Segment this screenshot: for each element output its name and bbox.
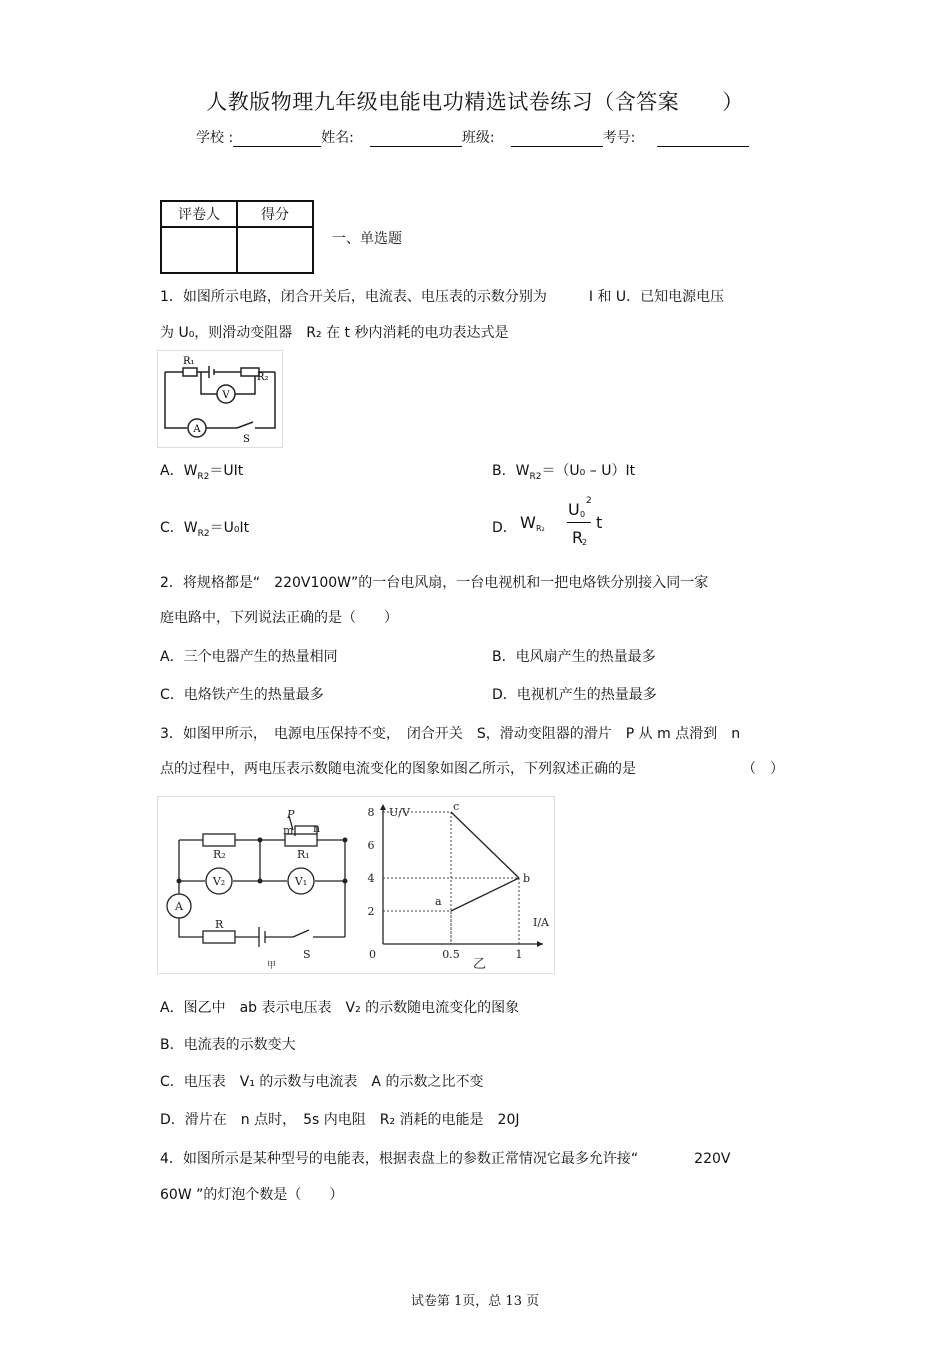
grader-cell[interactable] — [161, 227, 237, 273]
q3-option-d[interactable]: D．滑片在 n 点时， 5s 内电阻 R₂ 消耗的电能是 20J — [160, 1112, 520, 1128]
y-tick-label: 8 — [367, 806, 375, 819]
q3-option-c[interactable]: C．电压表 V₁ 的示数与电流表 A 的示数之比不变 — [160, 1074, 484, 1090]
y-tick-label: 6 — [367, 839, 375, 852]
grading-table — [160, 200, 314, 274]
q3-r1-label: R₁ — [297, 848, 310, 861]
q3-n-label: n — [313, 822, 321, 835]
q1-option-a[interactable]: A．$W_{R2}=UIt$ — [160, 463, 244, 482]
y-tick-label: 2 — [367, 905, 375, 918]
q3-m-label: m — [283, 824, 294, 837]
school-label: 学校 : — [196, 130, 234, 146]
q2-option-d[interactable]: D．电视机产生的热量最多 — [492, 687, 657, 703]
q3-option-a[interactable]: A．图乙中 ab 表示电压表 V₂ 的示数随电流变化的图象 — [160, 1000, 520, 1016]
student-info-line — [196, 127, 749, 147]
page-footer: 试卷第 1页，总 13 页 — [410, 1294, 540, 1309]
q3-option-b[interactable]: B．电流表的示数变大 — [160, 1037, 296, 1053]
q3-ammeter-label: A — [175, 900, 183, 913]
x-tick-label: 0 — [369, 948, 376, 961]
q3-line1: 3．如图甲所示， 电源电压保持不变， 闭合开关 S，滑动变阻器的滑片 P 从 m 点滑到 n — [160, 726, 741, 742]
y-axis-label: U/V — [389, 806, 410, 819]
q4-line1: 4．如图所示是某种型号的电能表，根据表盘上的参数正常情况它最多允许接“ 220V — [160, 1151, 731, 1167]
point-label-b: b — [523, 872, 531, 885]
point-label-c: c — [453, 800, 460, 813]
q3-answer-paren: （ ） — [742, 761, 784, 777]
q3-v1-label: V₁ — [294, 875, 308, 888]
q3-jia-label: 甲 — [267, 961, 277, 971]
q1-line2: 为 U₀，则滑动变阻器 R₂ 在 t 秒内消耗的电功表达式是 — [160, 325, 509, 341]
page-title: 人教版物理九年级电能电功精选试卷练习（含答案 ） — [206, 90, 744, 114]
q3-slider-label: P — [287, 808, 295, 821]
score-cell[interactable] — [237, 227, 313, 273]
q1-circuit-figure — [157, 350, 283, 448]
q2-line1: 2．将规格都是“ 220V100W”的一台电风扇，一台电视机和一把电烙铁分别接入同一家 — [160, 575, 709, 591]
section-heading: 一、单选题 — [332, 231, 402, 247]
number-blank[interactable] — [657, 132, 749, 147]
graph-yi-label: 乙 — [473, 957, 487, 972]
q1-switch-label: S — [243, 434, 250, 445]
grader-header: 评卷人 — [161, 201, 237, 227]
point-label-a: a — [435, 895, 442, 908]
q2-option-a[interactable]: A．三个电器产生的热量相同 — [160, 649, 338, 665]
x-tick-label: 1 — [515, 948, 523, 961]
name-blank[interactable] — [370, 132, 462, 147]
q1-option-c[interactable]: C．$W_{R2}=U_0It$ — [160, 520, 250, 539]
q3-switch-label: S — [303, 948, 311, 961]
q1-formula-d: W R₂ U 0 2 R 2 t — [520, 496, 603, 547]
q3-v2-label: V₂ — [212, 875, 226, 888]
q2-option-c[interactable]: C．电烙铁产生的热量最多 — [160, 687, 324, 703]
q3-figure — [157, 796, 555, 974]
class-blank[interactable] — [511, 132, 603, 147]
x-tick-label: 0.5 — [442, 948, 460, 961]
q3-r2-label: R₂ — [213, 848, 226, 861]
q1-r2-label: R₂ — [257, 372, 269, 383]
q2-line2: 庭电路中，下列说法正确的是（ ） — [160, 610, 398, 626]
q3-r-label: R — [215, 918, 224, 931]
school-blank[interactable] — [233, 132, 321, 147]
name-label: 姓名: — [321, 130, 354, 146]
q1-line1: 1．如图所示电路，闭合开关后，电流表、电压表的示数分别为 I 和 U．已知电源电压 — [160, 289, 725, 305]
y-tick-label: 4 — [367, 872, 375, 885]
number-label: 考号: — [602, 130, 636, 146]
x-axis-label: I/A — [533, 916, 549, 929]
q2-option-b[interactable]: B．电风扇产生的热量最多 — [492, 649, 656, 665]
q1-option-b[interactable]: B．$W_{R2}=(U_0 - U)It$ — [492, 463, 636, 482]
q1-r1-label: R₁ — [183, 356, 195, 367]
q1-voltmeter-label: V — [222, 390, 230, 401]
q1-ammeter-label: A — [193, 424, 201, 435]
q3-line2: 点的过程中，两电压表示数随电流变化的图象如图乙所示，下列叙述正确的是 — [160, 761, 636, 777]
q4-line2: 60W ”的灯泡个数是（ ） — [160, 1187, 344, 1203]
score-header: 得分 — [237, 201, 313, 227]
class-label: 班级: — [461, 130, 495, 146]
q1-option-d[interactable]: D． — [492, 520, 517, 536]
